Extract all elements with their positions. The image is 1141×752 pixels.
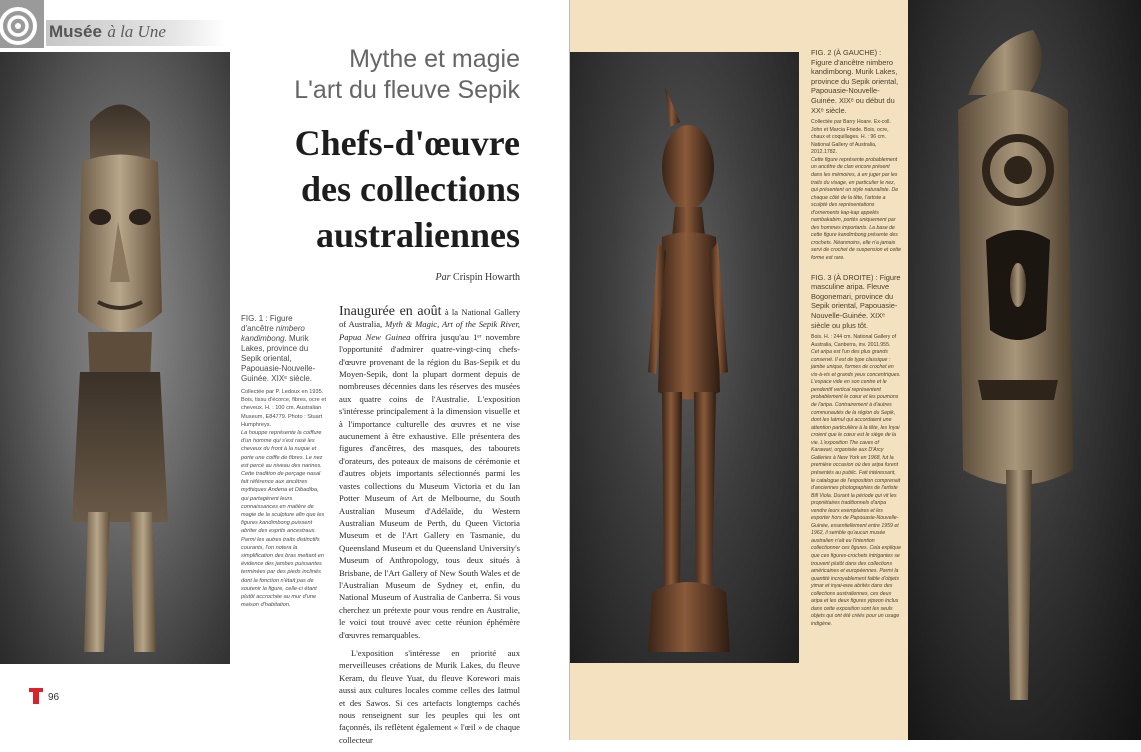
fig3-label: FIG. 3 (À DROITE) : [811, 272, 878, 282]
title-block [240, 44, 520, 258]
fig1-description: La houppe représente la coiffure d'un homme qui s'est rasé les cheveux du front à la nuque et porte une coiffe de fibres. Le nez est percé au niveau des narines. Cette tradition de perçage nasal fait référence aux ancêtres mythiques Andena et Dibadiba, qui partagèrent leurs connaissances en matière de magie de la sculpture afin que les figures kandimbong puissent abriter des esprits ancestraux. Parmi les autres traits distinctifs courants, l'on notera la simplification des bras mettant en évidence des jambes puissantes terminées par des pieds inclinés dont la fonction n'était pas de soutenir la figure, celle-ci étant plutôt accrochée au mur d'une maison d'habitation. [241, 430, 325, 609]
article-paragraph-1 [339, 306, 520, 641]
fig3-caption [811, 273, 901, 629]
fig2-description: Cette figure représente probablement un ancêtre de clan encore présent dans les mémoires, à en juger par les traits du visage, en particulier le nez, qui présentent un style naturaliste. De chaque côté de la tête, l'artiste a sculpté des représentations d'ornements kap-kap appelés nambakabim, portés uniquement par des hommes importants. La base de cette figure kandimbong présente des crochets. Néanmoins, elle n'a jamais servi de crochet de suspension et cette forme est rare. [811, 156, 901, 261]
fig2-caption-head [811, 48, 901, 115]
main-title [240, 120, 520, 258]
fig1-label: FIG. 1 : [241, 314, 268, 323]
fig3-description: Cet aripa est l'un des plus grands conservé. Il est de type classique : jambe unique, formes de crochet en vis-à-vis et grands yeux concentriques. L'espace vide en son centre et le pendentif vertical représentent probablement le cœur et les poumons de l'aripa. Contrairement à d'autres communautés de la région du Sepik, dont les Iatmul qui accordaient une attention particulière à la tête, les Inyai croient que le cœur est le siège de la vie. L'exposition The caves of Karawari, organisée aux D'Arcy Galleries à New York en 1968, fut la première occasion où des aripa furent présentés au public. Fait intéressant, le catalogue de l'exposition comprenait d'anciennes photographies de l'artiste Bill Viola. Durant la période qui vit les propriétaires traditionnels d'aripa vendre leurs exemplaires et les exporter hors de Papouasie-Nouvelle-Guinée, essentiellement entre 1959 et 1962, il semble qu'aucun musée australien n'ait eu l'intention collectionner ces figures. Cela explique que ces figures-crochets intrigantes se trouvent plutôt dans des collections américaines et européennes. Parmi la quantité incroyablement faible d'objets yimar et inyai-ewa abrités dans des collections australiennes, ces deux aripa et les deux figures yipwon inclus dans cette exposition sont les seuls objets qui ont été créés pour un usage indigène. [811, 349, 901, 627]
fig1-photo [0, 52, 230, 664]
article-paragraph-2: L'exposition s'intéresse en priorité aux merveilleuses créations de Murik Lakes, du fleuve Keram, du fleuve Yuat, du fleuve Korewori mais aussi aux cultures locales comme celles des Iatmul et des Sawos. Si ces artefacts longtemps cachés nous renseignent sur les peuples qui les ont façonnés, ils reflètent également « l'œil » de chaque collecteur [339, 647, 520, 745]
aripa-hook-figure-illustration [908, 0, 1141, 740]
article-p1-part2: offrira jusqu'au 1ᵉʳ novembre l'opportunité d'admirer quatre-vingt-cinq chefs-d'œuvre provenant de la région du Bas-Sepik et du Moyen-Sepik, dont la plupart dorment depuis de nombreuses décennies dans les réserves des musées aux quatre coins de l'Australie. L'exposition s'intéresse principalement à la dimension visuelle et à l'importance culturelle des œuvres et ne vise aucunement à être exhaustive. Elle présentera des figures d'ancêtres, des masques, des tabourets d'orateurs, des poteaux de maisons de cérémonie et d'autres objets importants sélectionnés parmi les vastes collections du Museum Victoria et du Ian Potter Museum of Art de Melbourne, du South Australian Museum d'Adélaïde, du Western Australian Museum de Perth, du Queen Victoria Museum et de l'Art Gallery en Tasmanie, du Queensland Museum et du Queensland University's Museum of Anthropology, tous deux situés à Brisbane, de l'Art Gallery of New South Wales et de l'Australian Museum de Sydney et, enfin, du National Museum of Australia de Canberra. Si vous cherchez un prétexte pour vous rendre en Australie, le voici tout trouvé avec cette réunion éphémère d'œuvres remarquables. [339, 331, 520, 640]
fig1-line1: Figure d'ancêtre [241, 314, 293, 333]
carved-figure-illustration [570, 52, 799, 663]
fig3-details: Bois. H. : 244 cm. National Gallery of Australia, Canberra, inv. 2011.955. [811, 334, 897, 348]
byline-prefix: Par [435, 272, 451, 283]
section-label-bold: Musée [49, 22, 102, 41]
fig1-name: nimbero kandimbong. [241, 324, 305, 343]
page-number: 96 [48, 692, 60, 703]
subtitle-line-2: L'art du fleuve Sepik [294, 76, 520, 104]
ancestor-figure-illustration [0, 52, 230, 664]
article-body [339, 306, 520, 752]
byline-author: Crispin Howarth [453, 272, 520, 283]
fig1-line3: Murik Lakes, province du Sepik oriental, Papouasie-Nouvelle-Guinée. [241, 334, 316, 383]
section-label [49, 22, 166, 42]
article-lead: Inaugurée en août [339, 304, 442, 319]
fig2-label: FIG. 2 (À GAUCHE) : [811, 48, 882, 57]
fig2-details: Collectée par Barry Hoare. Ex-coll. John et Marcia Friede. Bois, ocre, chaux et coquillages. H. : 96 cm. National Gallery of Australia, 2012.1782. [811, 119, 891, 156]
subtitle-line-1: Mythe et magie [349, 45, 520, 73]
fig3-text: Figure masculine aripa. Fleuve Bogonemari, province du Sepik oriental, Papouasie-Nouvelle-Guinée. XIXᵉ siècle ou plus tôt. [811, 272, 901, 330]
fig1-caption-head [241, 314, 327, 384]
fig3-caption-head [811, 273, 901, 331]
byline [340, 272, 520, 283]
main-title-line-2: des collections [301, 169, 520, 209]
article-exhibition-title: Myth & Magic, Art of the Sepik River, Papua New Guinea [339, 319, 520, 342]
fig2-caption [811, 48, 901, 263]
right-captions [811, 48, 901, 628]
fig1-line4: XIXᵉ siècle. [271, 374, 313, 383]
fig3-photo [908, 0, 1141, 740]
magazine-t-logo-icon [29, 688, 43, 704]
main-title-line-1: Chefs-d'œuvre [294, 123, 520, 163]
fig2-photo [570, 52, 799, 663]
fig1-details: Collectée par P. Ledoux en 1935. Bois, tissu d'écorce, fibres, ocre et cheveux. H. : 100 cm. Australian Museum, E84779. Photo : Stuart Humphreys. [241, 389, 327, 428]
article-p1-part1: à la National Gallery of Australia, [339, 307, 520, 330]
swirl-logo-icon [0, 0, 44, 48]
section-tag [46, 20, 226, 46]
fig1-caption [241, 314, 327, 609]
fig2-text: Figure d'ancêtre nimbero kandimbong. Murik Lakes, province du Sepik oriental, Papouasie-Nouvelle-Guinée. XIXᵉ ou début du XXᵉ siècle. [811, 57, 899, 115]
section-label-italic: à la Une [107, 22, 166, 41]
main-title-line-3: australiennes [315, 215, 520, 255]
